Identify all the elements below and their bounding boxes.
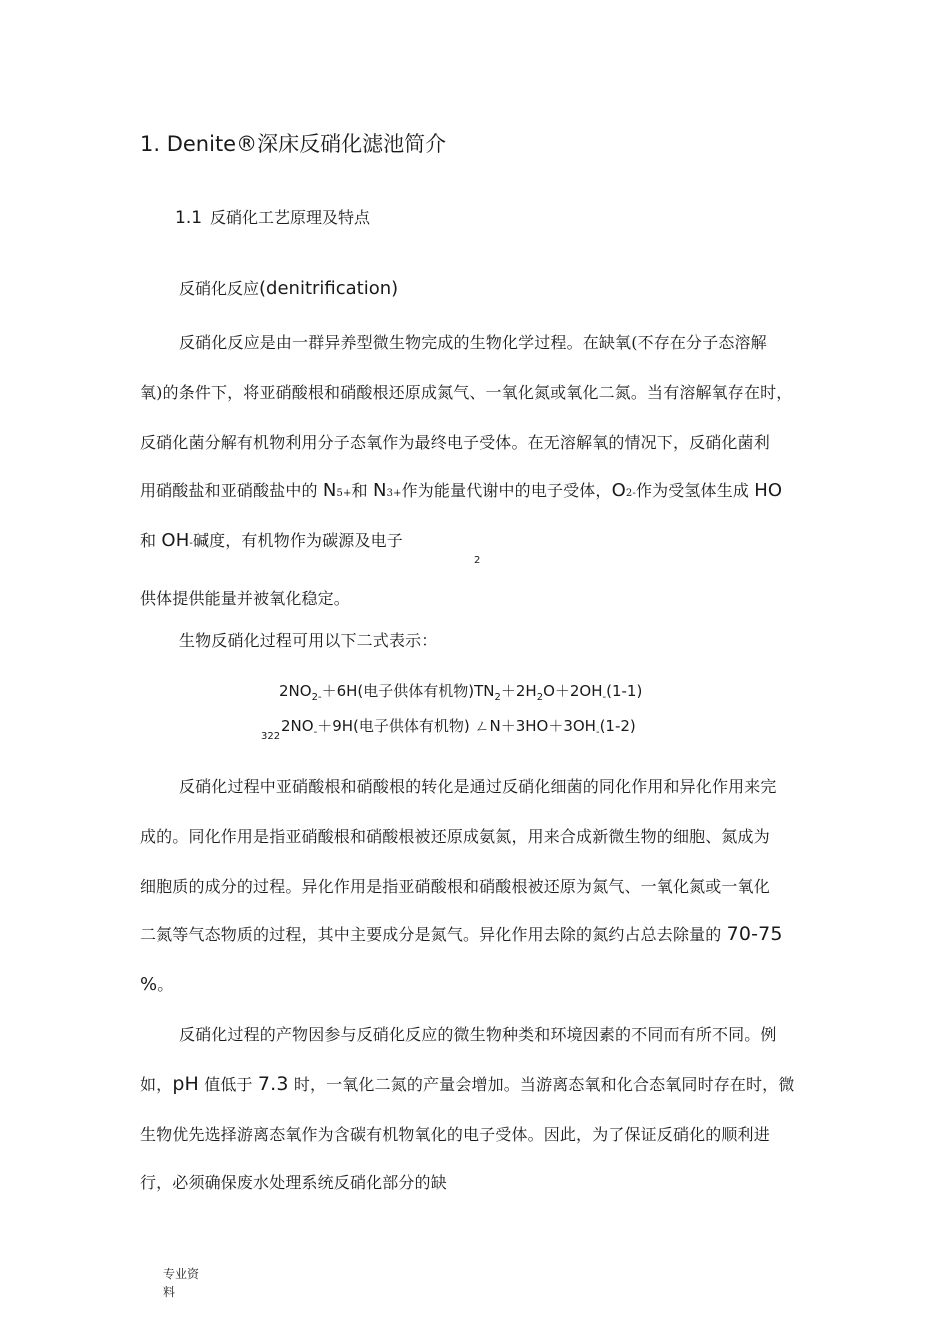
p4-line1: 反硝化过程的产物因参与反硝化反应的微生物种类和环境因素的不同而有所不同。例 — [179, 1025, 777, 1044]
hydroxide-oh: OH — [161, 530, 190, 551]
p1-line5 — [140, 528, 403, 551]
p1-line4-d: 作为受氢体生成 — [635, 481, 755, 500]
nitrate-charge: 5+ — [336, 488, 352, 499]
p1-line3: 反硝化菌分解有机物利用分子态氧作为最终电子受体。在无溶解氧的情况下，反硝化菌利 — [140, 433, 770, 452]
p1-line5-b: 碱度，有机物作为碳源及电子 — [192, 531, 403, 550]
equation-1: $2NO_{2-}+6H$(电子供体有机物)$TN_2+2H_2O+2OH_-(1-1)$ — [279, 682, 643, 703]
p1-line4-a: 用硝酸盐和亚硝酸盐中的 — [140, 481, 323, 500]
topic-heading — [179, 276, 398, 299]
nitrate-n: N — [322, 480, 337, 501]
subsection-text: 反硝化工艺原理及特点 — [210, 208, 371, 227]
p1-line4-c: 作为能量代谢中的电子受体， — [401, 481, 612, 500]
oxygen-o: O — [611, 480, 626, 501]
removal-percent: 70-75 — [726, 923, 783, 945]
p1-line6: 供体提供能量并被氧化稳定。 — [140, 589, 350, 608]
p3-line3: 细胞质的成分的过程。异化作用是指亚硝酸根和硝酸根被还原为氮气、一氧化氮或一氧化 — [140, 877, 770, 896]
p4-line2: 如，pH 值低于 7.3 时，一氧化二氮的产量会增加。当游离态氧和化合态氧同时存在时，微 — [140, 1073, 795, 1095]
p4-line3: 生物优先选择游离态氧作为含碳有机物氧化的电子受体。因此，为了保证反硝化的顺利进 — [140, 1125, 770, 1144]
footer-line2: 料 — [163, 1285, 176, 1299]
nitrite-n: N — [372, 480, 387, 501]
p3-line5-end: 。 — [157, 975, 174, 994]
ph-value: 7.3 — [257, 1073, 289, 1095]
water-ho: HO — [754, 480, 783, 501]
p2-line1: 生物反硝化过程可用以下二式表示： — [179, 631, 438, 650]
p3-line1: 反硝化过程中亚硝酸根和硝酸根的转化是通过反硝化细菌的同化作用和异化作用来完 — [179, 777, 777, 796]
p1-line4-b: 和 — [351, 481, 373, 500]
p4-line4: 行，必须确保废水处理系统反硝化部分的缺 — [140, 1173, 447, 1192]
topic-heading-en: (denitrification) — [259, 278, 399, 299]
p1-line1: 反硝化反应是由一群异养型微生物完成的生物化学过程。在缺氧(不存在分子态溶解 — [179, 333, 767, 352]
subsection-title — [175, 205, 370, 228]
equation-2: $2NO_-+9H$(电子供体有机物) ㄥ$N+3HO+3OH_-(1-2)$ — [281, 717, 636, 738]
percent-sign: % — [140, 974, 158, 995]
p3-line4-text: 二氮等气态物质的过程，其中主要成分是氮气。异化作用去除的氮约占总去除量的 — [140, 925, 727, 944]
ph-label: pH — [172, 1073, 199, 1095]
equation-2-subscripts: 322 — [261, 731, 281, 742]
oxygen-charge: 2- — [625, 488, 636, 499]
topic-heading-cn: 反硝化反应 — [179, 279, 260, 298]
stray-subscript: 2 — [474, 555, 481, 566]
p1-line5-a: 和 — [140, 531, 162, 550]
p3-line5 — [140, 972, 173, 995]
footer-line1: 专业资 — [163, 1267, 200, 1281]
nitrite-charge: 3+ — [386, 488, 402, 499]
hydroxide-charge: - — [189, 538, 193, 549]
p3-line2: 成的。同化作用是指亚硝酸根和硝酸根被还原成氨氮，用来合成新微生物的细胞、氮成为 — [140, 827, 770, 846]
p1-line4 — [140, 478, 782, 501]
p3-line4 — [140, 922, 783, 945]
section-title: 1. Denite®深床反硝化滤池简介 — [140, 132, 447, 156]
subsection-number: 1.1 — [175, 208, 203, 228]
p1-line2: 氧)的条件下，将亚硝酸根和硝酸根还原成氮气、一氧化氮或氧化二氮。当有溶解氧存在时， — [140, 383, 793, 402]
